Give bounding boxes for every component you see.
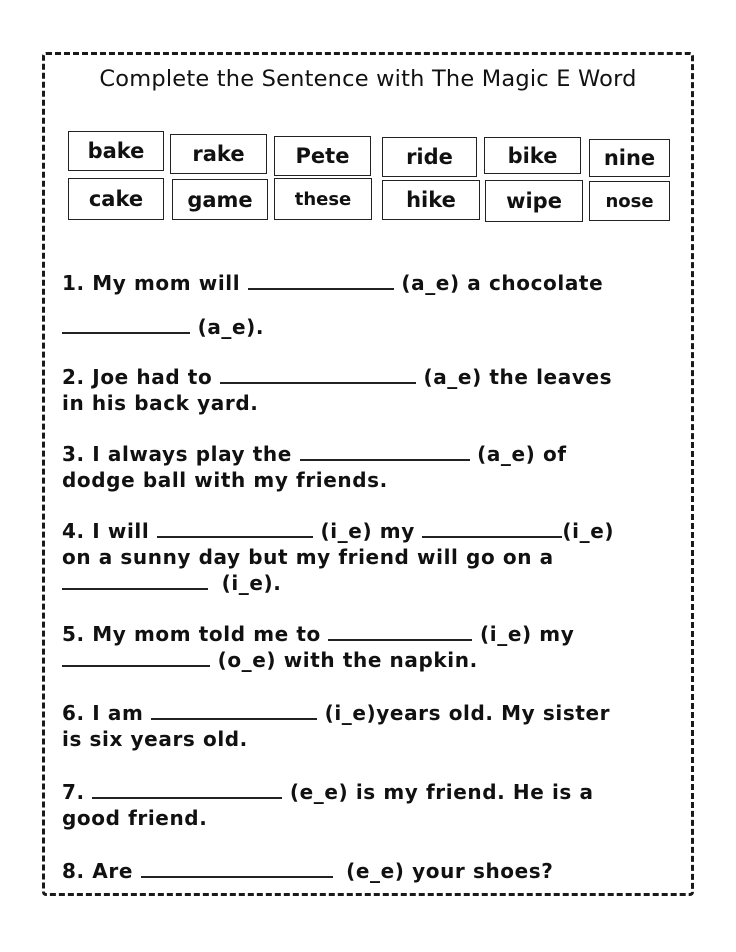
question-1-text-b: (a_e) a chocolate <box>401 271 604 295</box>
question-4-line-2: on a sunny day but my friend will go on a <box>62 545 554 569</box>
question-8-line-1 <box>62 858 682 884</box>
question-6-text-a: 6. I am <box>62 701 144 725</box>
question-3-line-1 <box>62 441 682 467</box>
question-5-text-a: 5. My mom told me to <box>62 622 321 646</box>
answer-blank-6[interactable] <box>151 700 317 720</box>
question-5-line-1 <box>62 621 682 647</box>
word-box-game: game <box>172 179 268 220</box>
question-4-text-c: (i_e) <box>562 519 615 543</box>
question-3-text-b: (a_e) of <box>477 442 567 466</box>
word-box-bake: bake <box>68 131 164 171</box>
question-4-text-e: (i_e). <box>221 571 282 595</box>
question-1-text-c: (a_e). <box>197 315 265 339</box>
answer-blank-1a[interactable] <box>248 270 394 290</box>
question-3-line-2: dodge ball with my friends. <box>62 468 388 492</box>
question-3-text-a: 3. I always play the <box>62 442 292 466</box>
worksheet-title: Complete the Sentence with The Magic E Word <box>99 66 637 92</box>
answer-blank-8[interactable] <box>141 858 333 878</box>
question-7-line-1 <box>62 779 682 805</box>
question-6-line-1 <box>62 700 682 726</box>
answer-blank-7[interactable] <box>92 779 282 799</box>
answer-blank-4c[interactable] <box>62 570 208 590</box>
word-box-these: these <box>274 178 372 220</box>
question-1-line-1 <box>62 270 682 296</box>
question-6-line-2: is six years old. <box>62 727 248 751</box>
word-box-ride: ride <box>382 137 477 177</box>
question-8-text-a: 8. Are <box>62 859 133 883</box>
question-6-text-b: (i_e)years old. My sister <box>324 701 611 725</box>
word-box-rake: rake <box>170 134 267 174</box>
answer-blank-1b[interactable] <box>62 314 190 334</box>
word-box-bike: bike <box>484 137 581 174</box>
word-box-hike: hike <box>382 180 480 220</box>
question-5-text-c: (o_e) with the napkin. <box>217 648 478 672</box>
answer-blank-5a[interactable] <box>328 621 472 641</box>
question-4-line-3 <box>62 570 682 596</box>
word-box-pete: Pete <box>274 136 371 176</box>
word-box-wipe: wipe <box>485 180 583 222</box>
answer-blank-2[interactable] <box>220 364 416 384</box>
word-box-nine: nine <box>589 139 670 177</box>
question-7-text-a: 7. <box>62 780 85 804</box>
question-7-text-b: (e_e) is my friend. He is a <box>289 780 594 804</box>
answer-blank-4a[interactable] <box>157 518 313 538</box>
question-1-text-a: 1. My mom will <box>62 271 241 295</box>
word-box-nose: nose <box>589 181 670 221</box>
question-2-line-1 <box>62 364 682 390</box>
question-5-line-2 <box>62 647 682 673</box>
question-4-line-1 <box>62 518 682 544</box>
question-5-text-b: (i_e) my <box>480 622 575 646</box>
answer-blank-3[interactable] <box>300 441 470 461</box>
question-2-text-a: 2. Joe had to <box>62 365 213 389</box>
answer-blank-5b[interactable] <box>62 647 210 667</box>
question-7-line-2: good friend. <box>62 806 208 830</box>
answer-blank-4b[interactable] <box>422 518 562 538</box>
question-4-text-a: 4. I will <box>62 519 150 543</box>
question-4-text-b: (i_e) my <box>320 519 415 543</box>
question-1-line-2 <box>62 314 682 340</box>
question-2-text-b: (a_e) the leaves <box>423 365 613 389</box>
word-box-cake: cake <box>68 178 164 220</box>
question-2-line-2: in his back yard. <box>62 391 259 415</box>
question-8-text-b: (e_e) your shoes? <box>346 859 554 883</box>
